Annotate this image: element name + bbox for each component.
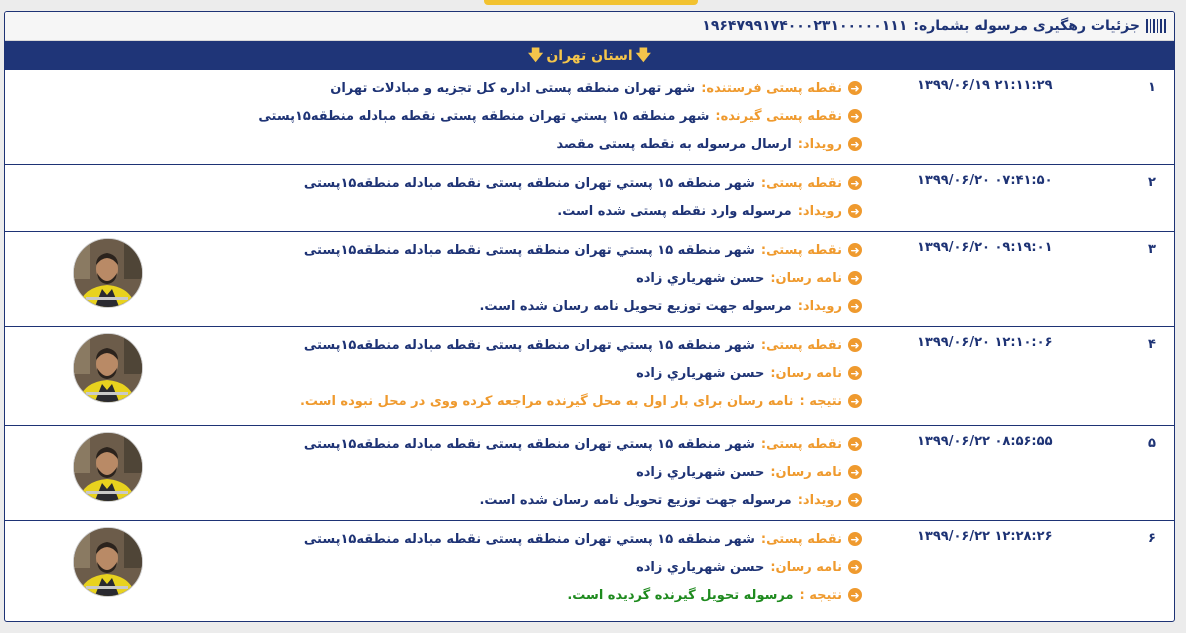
detail-label: رویداد:	[797, 298, 842, 314]
detail-label: نقطه پستی:	[760, 531, 842, 547]
detail-line	[304, 264, 862, 292]
table-row	[5, 327, 1174, 426]
detail-line	[304, 197, 862, 225]
detail-line	[304, 486, 862, 514]
detail-value: حسن شهرياري زاده	[636, 270, 765, 286]
arrow-down-icon: 🡇	[527, 46, 544, 64]
row-timestamp: ۱۳۹۹/۰۶/۱۹ ۲۱:۱۱:۲۹	[917, 78, 1053, 93]
arrow-circle-icon: ➜	[848, 299, 862, 313]
arrow-circle-icon: ➜	[848, 204, 862, 218]
detail-line	[304, 236, 862, 264]
title-bar	[5, 12, 1174, 41]
detail-label: نامه رسان:	[770, 365, 842, 381]
row-number: ۳	[1148, 242, 1156, 257]
detail-value: مرسوله تحویل گیرنده گردیده است.	[567, 587, 794, 603]
tracking-rows	[5, 70, 1174, 617]
detail-value: شهر منطقه ۱۵ پستي تهران منطقه پستی نقطه مبادله منطقه۱۵پستی	[303, 242, 755, 258]
detail-line	[304, 581, 862, 609]
row-number: ۲	[1148, 175, 1156, 190]
detail-value: شهر منطقه ۱۵ پستي تهران منطقه پستی نقطه مبادله منطقه۱۵پستی	[303, 337, 755, 353]
arrow-circle-icon: ➜	[848, 532, 862, 546]
event-details	[300, 331, 862, 415]
arrow-circle-icon: ➜	[848, 271, 862, 285]
detail-label: نامه رسان:	[770, 270, 842, 286]
detail-line	[300, 387, 862, 415]
detail-label: نامه رسان:	[770, 464, 842, 480]
top-tab-accent	[484, 0, 698, 5]
table-row	[5, 232, 1174, 327]
event-details	[304, 236, 862, 320]
table-row	[5, 426, 1174, 521]
tracking-number: ۱۹۶۴۷۹۹۱۷۴۰۰۰۲۳۱۰۰۰۰۰۱۱۱	[702, 18, 908, 34]
detail-label: نتیجه :	[799, 393, 842, 409]
detail-value: ارسال مرسوله به نقطه پستی مقصد	[556, 136, 792, 152]
row-timestamp: ۱۳۹۹/۰۶/۲۰ ۱۲:۱۰:۰۶	[917, 335, 1053, 350]
arrow-circle-icon: ➜	[848, 338, 862, 352]
arrow-circle-icon: ➜	[848, 137, 862, 151]
row-number: ۵	[1148, 436, 1156, 451]
detail-value: حسن شهرياري زاده	[636, 559, 765, 575]
arrow-circle-icon: ➜	[848, 366, 862, 380]
detail-label: نقطه پستی فرستنده:	[701, 80, 842, 96]
detail-value: شهر تهران منطقه پستی اداره کل تجزیه و مبادلات تهران	[330, 80, 696, 96]
arrow-circle-icon: ➜	[848, 109, 862, 123]
detail-line	[304, 292, 862, 320]
detail-label: نقطه پستی:	[760, 436, 842, 452]
arrow-circle-icon: ➜	[848, 81, 862, 95]
detail-line	[304, 430, 862, 458]
row-timestamp: ۱۳۹۹/۰۶/۲۰ ۰۹:۱۹:۰۱	[917, 240, 1053, 255]
row-timestamp: ۱۳۹۹/۰۶/۲۲ ۰۸:۵۶:۵۵	[917, 434, 1053, 449]
detail-value: شهر منطقه ۱۵ پستي تهران منطقه پستی نقطه مبادله منطقه۱۵پستی	[258, 108, 710, 124]
row-number: ۴	[1148, 337, 1156, 352]
detail-value: حسن شهرياري زاده	[636, 365, 765, 381]
table-row	[5, 165, 1174, 232]
table-row	[5, 521, 1174, 617]
detail-value: مرسوله جهت توزیع تحویل نامه رسان شده است.	[479, 492, 792, 508]
detail-line	[300, 331, 862, 359]
province-header[interactable]	[5, 41, 1174, 70]
event-details	[258, 74, 862, 158]
arrow-circle-icon: ➜	[848, 243, 862, 257]
detail-value: شهر منطقه ۱۵ پستي تهران منطقه پستی نقطه مبادله منطقه۱۵پستی	[303, 175, 755, 191]
arrow-circle-icon: ➜	[848, 588, 862, 602]
detail-line	[304, 458, 862, 486]
detail-line	[304, 525, 862, 553]
detail-value: مرسوله وارد نقطه پستی شده است.	[557, 203, 792, 219]
postman-avatar[interactable]	[73, 432, 143, 502]
detail-line	[258, 74, 862, 102]
row-number: ۶	[1148, 531, 1156, 546]
detail-line	[258, 102, 862, 130]
arrow-circle-icon: ➜	[848, 560, 862, 574]
detail-label: رویداد:	[797, 203, 842, 219]
detail-label: رویداد:	[797, 136, 842, 152]
detail-value: حسن شهرياري زاده	[636, 464, 765, 480]
event-details	[304, 430, 862, 514]
arrow-circle-icon: ➜	[848, 493, 862, 507]
detail-value: شهر منطقه ۱۵ پستي تهران منطقه پستی نقطه مبادله منطقه۱۵پستی	[303, 436, 755, 452]
postman-avatar[interactable]	[73, 238, 143, 308]
postman-avatar[interactable]	[73, 527, 143, 597]
detail-label: نقطه پستی:	[760, 175, 842, 191]
province-name: استان تهران	[546, 47, 633, 64]
tracking-panel	[4, 11, 1175, 622]
arrow-down-icon: 🡇	[635, 46, 652, 64]
arrow-circle-icon: ➜	[848, 465, 862, 479]
detail-line	[304, 553, 862, 581]
detail-value: شهر منطقه ۱۵ پستي تهران منطقه پستی نقطه مبادله منطقه۱۵پستی	[303, 531, 755, 547]
detail-label: نتیجه :	[799, 587, 842, 603]
detail-label: نقطه پستی گیرنده:	[715, 108, 842, 124]
page-title: جزئیات رهگیری مرسوله بشماره:	[913, 18, 1140, 34]
event-details	[304, 169, 862, 225]
row-timestamp: ۱۳۹۹/۰۶/۲۲ ۱۲:۲۸:۲۶	[917, 529, 1053, 544]
detail-line	[304, 169, 862, 197]
arrow-circle-icon: ➜	[848, 176, 862, 190]
table-row	[5, 70, 1174, 165]
detail-value: نامه رسان برای بار اول به محل گیرنده مراجعه کرده ووی در محل نبوده است.	[299, 393, 794, 409]
postman-avatar[interactable]	[73, 333, 143, 403]
detail-label: نامه رسان:	[770, 559, 842, 575]
event-details	[304, 525, 862, 609]
detail-line	[300, 359, 862, 387]
detail-label: نقطه پستی:	[760, 242, 842, 258]
row-timestamp: ۱۳۹۹/۰۶/۲۰ ۰۷:۴۱:۵۰	[917, 173, 1053, 188]
detail-label: رویداد:	[797, 492, 842, 508]
detail-value: مرسوله جهت توزیع تحویل نامه رسان شده است.	[479, 298, 792, 314]
detail-line	[258, 130, 862, 158]
barcode-icon	[1146, 19, 1166, 33]
detail-label: نقطه پستی:	[760, 337, 842, 353]
arrow-circle-icon: ➜	[848, 437, 862, 451]
arrow-circle-icon: ➜	[848, 394, 862, 408]
row-number: ۱	[1148, 80, 1156, 95]
